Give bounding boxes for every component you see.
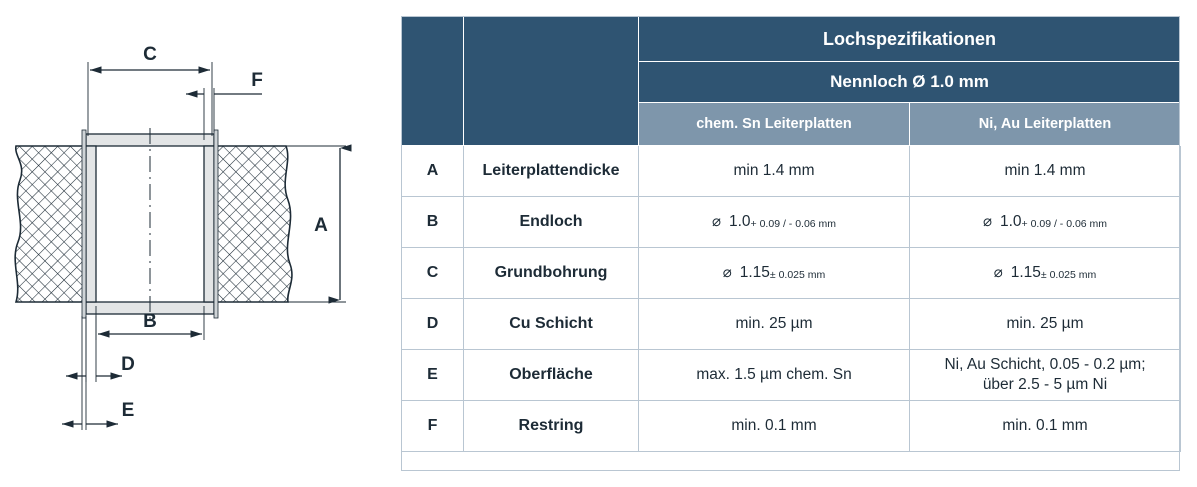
- header-corner-name: [464, 17, 639, 146]
- table-row: [402, 299, 1181, 350]
- row-name: Leiterplattendicke: [464, 146, 639, 197]
- dimension-label-c: C: [143, 44, 157, 65]
- dimension-arrows: [62, 70, 340, 424]
- header-corner-letter: [402, 17, 464, 146]
- row-name: Restring: [464, 401, 639, 452]
- row-value-ni-au: min. 25 µm: [910, 299, 1181, 350]
- row-name: Cu Schicht: [464, 299, 639, 350]
- row-letter: D: [402, 299, 464, 350]
- plated-hole-barrel: [82, 128, 218, 322]
- specification-table: [401, 16, 1180, 471]
- dimension-label-b: B: [143, 311, 157, 332]
- technical-drawing: [0, 0, 400, 487]
- table-row: [402, 197, 1181, 248]
- table-row: [402, 350, 1181, 401]
- row-letter: E: [402, 350, 464, 401]
- row-value-chem-sn: [639, 248, 910, 299]
- row-value-chem-sn: min. 25 µm: [639, 299, 910, 350]
- row-value-ni-au: [910, 197, 1181, 248]
- drawing-svg: [0, 0, 400, 487]
- table-row: [402, 248, 1181, 299]
- row-value-ni-au: min. 0.1 mm: [910, 401, 1181, 452]
- row-value-tolerance: + 0.09 / - 0.06 mm: [750, 218, 837, 231]
- row-value-number: 1.0: [999, 213, 1022, 231]
- diameter-symbol-icon: ⌀: [993, 264, 1003, 282]
- row-value-ni-au: [910, 350, 1181, 401]
- row-letter: A: [402, 146, 464, 197]
- row-value-ni-au: min 1.4 mm: [910, 146, 1181, 197]
- table-row: [402, 401, 1181, 452]
- column-header-chem-sn: chem. Sn Leiterplatten: [639, 103, 910, 146]
- table-row: [402, 146, 1181, 197]
- row-name: Oberfläche: [464, 350, 639, 401]
- row-letter: C: [402, 248, 464, 299]
- table-title: Lochspezifikationen: [639, 17, 1181, 62]
- laminate-left: [15, 146, 86, 302]
- dimension-label-a: A: [314, 215, 328, 236]
- row-value-chem-sn: min 1.4 mm: [639, 146, 910, 197]
- row-value-ni-au: [910, 248, 1181, 299]
- row-value-chem-sn: [639, 197, 910, 248]
- row-value-tolerance: + 0.09 / - 0.06 mm: [1021, 218, 1108, 231]
- row-value-number: 1.15: [1010, 264, 1041, 282]
- row-value-tolerance: ± 0.025 mm: [1040, 269, 1097, 282]
- column-header-ni-au: Ni, Au Leiterplatten: [910, 103, 1181, 146]
- row-name: Endloch: [464, 197, 639, 248]
- laminate-right: [214, 146, 292, 302]
- row-value-chem-sn: min. 0.1 mm: [639, 401, 910, 452]
- row-value-chem-sn: max. 1.5 µm chem. Sn: [639, 350, 910, 401]
- dimension-label-e: E: [121, 400, 135, 421]
- diameter-symbol-icon: ⌀: [711, 213, 721, 231]
- row-value-line-1: Ni, Au Schicht, 0.05 - 0.2 µm;: [944, 355, 1146, 373]
- table-header-title-row: [402, 17, 1181, 62]
- diameter-symbol-icon: ⌀: [722, 264, 732, 282]
- row-letter: B: [402, 197, 464, 248]
- row-value-line-2: über 2.5 - 5 µm Ni: [982, 376, 1108, 393]
- row-name: Grundbohrung: [464, 248, 639, 299]
- row-value-number: 1.15: [739, 264, 770, 282]
- dimension-label-f: F: [251, 70, 263, 91]
- row-value-tolerance: ± 0.025 mm: [769, 269, 826, 282]
- diameter-symbol-icon: ⌀: [982, 213, 992, 231]
- row-value-number: 1.0: [728, 213, 751, 231]
- dimension-label-d: D: [121, 354, 135, 375]
- spec-table: [401, 16, 1181, 452]
- row-letter: F: [402, 401, 464, 452]
- table-subtitle: Nennloch Ø 1.0 mm: [639, 62, 1181, 103]
